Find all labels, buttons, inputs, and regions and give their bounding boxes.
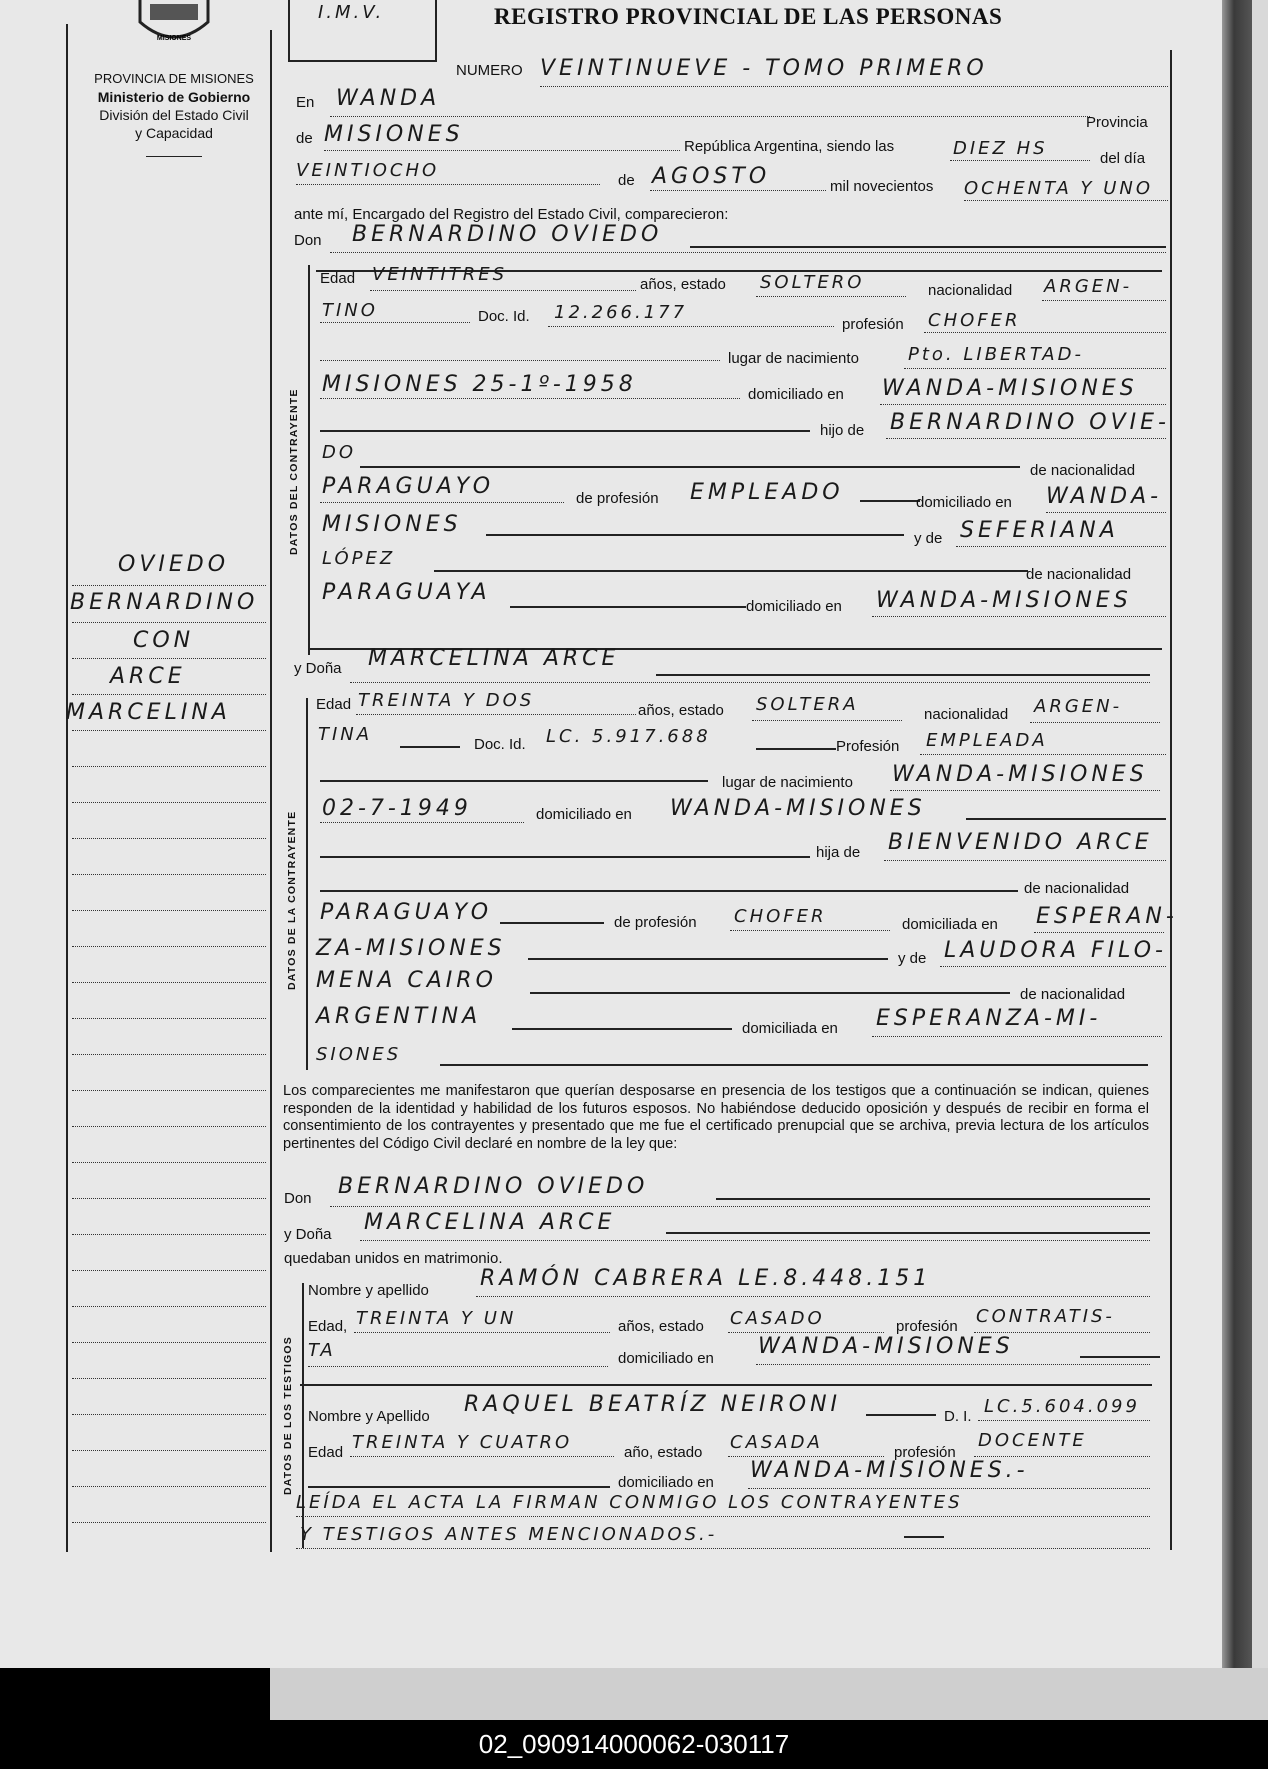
margin-rule bbox=[72, 730, 266, 731]
numero-line bbox=[540, 86, 1168, 87]
bride-padre-prof-line bbox=[730, 930, 890, 931]
groom-lugar-label: lugar de nacimiento bbox=[728, 350, 859, 367]
groom-edad-line bbox=[370, 290, 636, 291]
margin-rule bbox=[72, 1378, 266, 1379]
w2-estado: CASADA bbox=[730, 1432, 823, 1453]
margin-note-surname: OVIEDO bbox=[118, 552, 230, 577]
groom-padre-b: DO bbox=[322, 442, 357, 463]
groom-madre-nac-rule bbox=[510, 606, 746, 608]
bride-madre-line bbox=[940, 966, 1166, 967]
groom-hijo-rule bbox=[320, 430, 810, 432]
groom-de-nac-label: de nacionalidad bbox=[1030, 462, 1136, 479]
w2-nombre: RAQUEL BEATRÍZ NEIRONI bbox=[464, 1392, 842, 1417]
groom-padre-b-rule bbox=[360, 466, 1020, 468]
margin-rule bbox=[72, 1486, 266, 1487]
de-label: de bbox=[296, 130, 313, 147]
closing-line-1: LEÍDA EL ACTA LA FIRMAN CONMIGO LOS CONTRAYENTES bbox=[296, 1492, 963, 1513]
w1-nombre: RAMÓN CABRERA LE.8.448.151 bbox=[480, 1266, 932, 1291]
margin-rule bbox=[72, 1414, 266, 1415]
groom-padre-dom-b-rule bbox=[486, 534, 904, 536]
w2-nombre-rule bbox=[866, 1414, 936, 1416]
scan-footer-id: 02_090914000062-030117 bbox=[0, 1720, 1268, 1769]
closing-line-1-rule bbox=[296, 1516, 1150, 1517]
w1-dom-label: domiciliado en bbox=[618, 1350, 714, 1367]
decl-don: BERNARDINO OVIEDO bbox=[338, 1174, 649, 1199]
don-value: BERNARDINO OVIEDO bbox=[352, 222, 663, 247]
groom-hijo-label: hijo de bbox=[820, 422, 865, 439]
hora-value: DIEZ HS bbox=[953, 138, 1048, 159]
margin-rule bbox=[72, 802, 266, 803]
groom-padre-nac: PARAGUAYO bbox=[322, 474, 495, 499]
bride-nac-a: ARGEN- bbox=[1034, 696, 1123, 717]
republica-label: República Argentina, siendo las bbox=[684, 138, 895, 155]
groom-madre-dom: WANDA-MISIONES bbox=[876, 588, 1132, 613]
groom-madre-dom-line bbox=[872, 616, 1166, 617]
margin-note-bride-surname: ARCE bbox=[110, 664, 186, 689]
scan-border bbox=[0, 1668, 270, 1720]
bride-bottom-rule bbox=[440, 1064, 1148, 1066]
margin-rule bbox=[72, 1522, 266, 1523]
provincia-value: MISIONES bbox=[324, 122, 464, 147]
header-capacity: y Capacidad bbox=[135, 125, 213, 141]
margin-rule bbox=[72, 946, 266, 947]
bride-prof-line bbox=[920, 754, 1166, 755]
margin-rule bbox=[72, 585, 266, 586]
bride-padre-line bbox=[884, 860, 1166, 861]
groom-padre-line bbox=[886, 438, 1166, 439]
margin-rule bbox=[72, 1198, 266, 1199]
groom-nac-b-line bbox=[320, 322, 470, 323]
groom-padre-a: BERNARDINO OVIE- bbox=[890, 410, 1170, 435]
groom-dom-line bbox=[880, 404, 1166, 405]
bride-anios-label: años, estado bbox=[638, 702, 724, 719]
bride-de-prof-label: de profesión bbox=[614, 914, 697, 931]
bride-fecha-line bbox=[320, 822, 524, 823]
w1-prof-b-line bbox=[308, 1366, 608, 1367]
groom-madre-nac-label: de nacionalidad bbox=[1026, 566, 1132, 583]
w2-dom: WANDA-MISIONES.- bbox=[750, 1458, 1029, 1483]
mil-label: mil novecientos bbox=[830, 178, 934, 195]
groom-doc-line bbox=[548, 326, 834, 327]
dia-value: VEINTIOCHO bbox=[296, 160, 440, 181]
ante-mi-text: ante mí, Encargado del Registro del Estado Civil, comparecieron: bbox=[294, 206, 729, 223]
groom-estado-line bbox=[756, 296, 906, 297]
witness-divider bbox=[300, 1384, 1152, 1386]
groom-dom-label: domiciliado en bbox=[748, 386, 844, 403]
don-label: Don bbox=[294, 232, 322, 249]
header-province: PROVINCIA DE MISIONES bbox=[94, 71, 254, 86]
margin-rule bbox=[72, 766, 266, 767]
anio-value: OCHENTA Y UNO bbox=[964, 178, 1154, 199]
bride-madre-dom-label: domiciliada en bbox=[742, 1020, 838, 1037]
w2-prof: DOCENTE bbox=[978, 1430, 1087, 1451]
groom-lugar-b: MISIONES 25-1º-1958 bbox=[322, 372, 637, 397]
numero-label: NUMERO bbox=[456, 62, 523, 79]
w2-prof-line bbox=[974, 1456, 1150, 1457]
header-rule bbox=[146, 156, 202, 157]
bride-padre-prof: CHOFER bbox=[734, 906, 827, 927]
w1-prof-line bbox=[974, 1332, 1150, 1333]
bride-dom: WANDA-MISIONES bbox=[670, 796, 926, 821]
right-border bbox=[1170, 50, 1172, 1550]
bride-nac-line bbox=[1030, 722, 1160, 723]
seal-text: MISIONES bbox=[156, 35, 192, 42]
margin-rule bbox=[72, 1342, 266, 1343]
bride-prof-label: Profesión bbox=[836, 738, 900, 755]
numero-value: VEINTINUEVE - TOMO PRIMERO bbox=[540, 56, 988, 81]
groom-blank-line bbox=[320, 360, 720, 361]
w1-estado: CASADO bbox=[730, 1308, 825, 1329]
groom-bracket bbox=[308, 265, 310, 655]
decl-unidos: quedaban unidos en matrimonio. bbox=[284, 1250, 503, 1267]
bride-nac-label: nacionalidad bbox=[924, 706, 1009, 723]
don-line bbox=[690, 246, 1166, 248]
en-label: En bbox=[296, 94, 315, 111]
margin-note-name: BERNARDINO bbox=[70, 590, 259, 615]
hora-line bbox=[950, 160, 1090, 161]
margin-rule bbox=[72, 1018, 266, 1019]
margin-rule bbox=[72, 1054, 266, 1055]
w1-edad-label: Edad, bbox=[308, 1318, 348, 1335]
groom-madre-b-rule bbox=[434, 570, 1028, 572]
groom-section-label: DATOS DEL CONTRAYENTE bbox=[288, 388, 300, 555]
groom-lugar-a: Pto. LIBERTAD- bbox=[908, 344, 1084, 365]
book-spine bbox=[1222, 0, 1252, 1668]
w1-prof-a: CONTRATIS- bbox=[976, 1306, 1115, 1327]
de-mes-label: de bbox=[618, 172, 635, 189]
bride-madre-dom-a: ESPERANZA-MI- bbox=[876, 1006, 1102, 1031]
w2-estado-line bbox=[728, 1456, 884, 1457]
don-dots bbox=[330, 252, 1166, 253]
mes-value: AGOSTO bbox=[652, 164, 771, 189]
groom-edad-label: Edad bbox=[320, 270, 356, 287]
decl-dona-label: y Doña bbox=[284, 1226, 332, 1243]
w1-dom-rule bbox=[1080, 1356, 1160, 1358]
w2-di: LC.5.604.099 bbox=[984, 1396, 1140, 1417]
groom-nac-label: nacionalidad bbox=[928, 282, 1013, 299]
margin-rule bbox=[72, 1090, 266, 1091]
groom-prof: CHOFER bbox=[928, 310, 1021, 331]
margin-rule bbox=[72, 1126, 266, 1127]
bride-padre: BIENVENIDO ARCE bbox=[888, 830, 1153, 855]
groom-doc: 12.266.177 bbox=[554, 302, 688, 323]
left-column-border bbox=[66, 24, 68, 1552]
groom-y-de-label: y de bbox=[914, 530, 943, 547]
groom-dom: WANDA-MISIONES bbox=[882, 376, 1138, 401]
margin-rule bbox=[72, 1450, 266, 1451]
groom-padre-dom-label: domiciliado en bbox=[916, 494, 1012, 511]
margin-rule bbox=[72, 622, 266, 623]
w2-di-line bbox=[978, 1420, 1150, 1421]
bride-nombre-rule bbox=[656, 674, 1150, 676]
groom-nac-a: ARGEN- bbox=[1044, 276, 1133, 297]
page-shadow bbox=[270, 1668, 1268, 1720]
groom-nac-line bbox=[1042, 300, 1166, 301]
bride-nac-b-rule bbox=[400, 746, 460, 748]
groom-prof-line bbox=[924, 332, 1166, 333]
bride-nombre: MARCELINA ARCE bbox=[368, 646, 620, 671]
w2-dom-line bbox=[748, 1488, 1150, 1489]
bride-madre-dom-b: SIONES bbox=[316, 1044, 402, 1065]
groom-madre-nac: PARAGUAYA bbox=[322, 580, 491, 605]
bride-estado-line bbox=[752, 720, 902, 721]
groom-lugar-line bbox=[904, 368, 1166, 369]
margin-rule bbox=[72, 658, 266, 659]
bride-padre-nac-rule bbox=[500, 922, 604, 924]
w2-prof-label: profesión bbox=[894, 1444, 956, 1461]
w2-blank-rule bbox=[308, 1486, 610, 1488]
bride-hija-rule bbox=[320, 856, 810, 858]
groom-estado: SOLTERO bbox=[760, 272, 865, 293]
bride-padre-dom-b-rule bbox=[528, 958, 888, 960]
bride-doc: LC. 5.917.688 bbox=[546, 726, 711, 747]
en-line bbox=[330, 116, 1090, 117]
bride-y-de-label: y de bbox=[898, 950, 927, 967]
decl-dona: MARCELINA ARCE bbox=[364, 1210, 616, 1235]
margin-rule bbox=[72, 694, 266, 695]
del-dia-label: del día bbox=[1100, 150, 1146, 167]
w2-di-label: D. I. bbox=[944, 1408, 972, 1425]
decl-don-dots bbox=[330, 1206, 1150, 1207]
groom-madre-line bbox=[956, 546, 1166, 547]
groom-padre-dom-line bbox=[1046, 512, 1166, 513]
bride-padre-b-rule bbox=[320, 890, 1018, 892]
bride-nac-b: TINA bbox=[318, 724, 373, 745]
header-left bbox=[70, 70, 278, 157]
groom-padre-dom-a: WANDA- bbox=[1046, 484, 1163, 509]
groom-padre-dom-b: MISIONES bbox=[322, 512, 462, 537]
groom-de-prof-label: de profesión bbox=[576, 490, 659, 507]
bride-nombre-dots bbox=[350, 682, 1150, 683]
w1-edad: TREINTA Y UN bbox=[356, 1308, 517, 1329]
decl-don-label: Don bbox=[284, 1190, 312, 1207]
margin-rule bbox=[72, 1234, 266, 1235]
margin-rule bbox=[72, 1162, 266, 1163]
w1-nombre-line bbox=[476, 1296, 1150, 1297]
office-code: I.M.V. bbox=[318, 2, 385, 23]
groom-padre-prof: EMPLEADO bbox=[690, 480, 844, 505]
decl-dona-rule bbox=[666, 1232, 1150, 1234]
w1-edad-line bbox=[354, 1332, 610, 1333]
margin-note-con: CON bbox=[133, 628, 195, 653]
w2-dom-label: domiciliado en bbox=[618, 1474, 714, 1491]
bride-madre-a: LAUDORA FILO- bbox=[944, 938, 1167, 963]
margin-note-bride-name: MARCELINA bbox=[66, 700, 231, 725]
groom-prof-label: profesión bbox=[842, 316, 904, 333]
province-seal-icon bbox=[136, 0, 212, 48]
groom-madre-b: LÓPEZ bbox=[322, 548, 396, 569]
w2-edad-label: Edad bbox=[308, 1444, 344, 1461]
w2-nombre-label: Nombre y Apellido bbox=[308, 1408, 430, 1425]
bride-section-label: DATOS DE LA CONTRAYENTE bbox=[286, 810, 298, 990]
bride-doc-rule bbox=[756, 748, 836, 750]
bride-padre-nac: PARAGUAYO bbox=[320, 900, 493, 925]
margin-rule bbox=[72, 982, 266, 983]
decl-dona-dots bbox=[360, 1240, 1150, 1241]
w1-anios-label: años, estado bbox=[618, 1318, 704, 1335]
bride-padre-dom-label: domiciliada en bbox=[902, 916, 998, 933]
w1-dom: WANDA-MISIONES bbox=[758, 1334, 1014, 1359]
w2-edad-line bbox=[350, 1456, 614, 1457]
bride-madre-nac: ARGENTINA bbox=[316, 1004, 482, 1029]
bride-madre-nac-label: de nacionalidad bbox=[1020, 986, 1126, 1003]
groom-nac-b: TINO bbox=[322, 300, 378, 321]
witness-section-label: DATOS DE LOS TESTIGOS bbox=[282, 1336, 294, 1495]
w2-edad: TREINTA Y CUATRO bbox=[352, 1432, 573, 1453]
bride-madre-dom-line bbox=[872, 1036, 1162, 1037]
bride-blank-rule bbox=[320, 780, 708, 782]
groom-lugar-b-line bbox=[320, 398, 740, 399]
groom-madre-a: SEFERIANA bbox=[960, 518, 1119, 543]
w1-prof-label: profesión bbox=[896, 1318, 958, 1335]
bride-lugar-label: lugar de nacimiento bbox=[722, 774, 853, 791]
provincia-label: Provincia bbox=[1086, 114, 1148, 131]
closing-line-2-rule bbox=[296, 1548, 1150, 1549]
bride-edad: TREINTA Y DOS bbox=[358, 690, 535, 711]
margin-rule bbox=[72, 1270, 266, 1271]
office-code-box bbox=[288, 0, 437, 62]
bride-prof: EMPLEADA bbox=[926, 730, 1048, 751]
groom-doc-label: Doc. Id. bbox=[478, 308, 530, 325]
mes-line bbox=[650, 190, 826, 191]
bride-bracket bbox=[306, 698, 308, 1070]
anio-line bbox=[964, 200, 1168, 201]
margin-rule bbox=[72, 910, 266, 911]
w1-dom-line bbox=[756, 1364, 1150, 1365]
groom-edad: VEINTITRES bbox=[372, 264, 508, 285]
bride-madre-b: MENA CAIRO bbox=[316, 968, 497, 993]
bride-fecha-nac: 02-7-1949 bbox=[322, 796, 472, 821]
header-ministry: Ministerio de Gobierno bbox=[97, 89, 251, 105]
w1-nombre-label: Nombre y apellido bbox=[308, 1282, 429, 1299]
groom-anios-label: años, estado bbox=[640, 276, 726, 293]
declaration-text: Los comparecientes me manifestaron que querían desposarse en presencia de los testigos que a continuación se indican, quienes responden de la identidad y habilidad de los futuros esposos. No habiéndose deducido oposición y después de recibir en forma el consentimiento de los contrayentes y presentado que me fue el certificado prenupcial que se archiva, previa lectura de los artículos pertinentes del Código Civil declaré en nombre de la ley que: bbox=[283, 1083, 1149, 1152]
groom-padre-prof-rule bbox=[860, 500, 920, 502]
groom-madre-dom-label: domiciliado en bbox=[746, 598, 842, 615]
page-title: REGISTRO PROVINCIAL DE LAS PERSONAS bbox=[494, 4, 1003, 29]
margin-rule bbox=[72, 1306, 266, 1307]
bride-hija-label: hija de bbox=[816, 844, 861, 861]
bride-dom-rule bbox=[966, 818, 1166, 820]
w1-estado-line bbox=[728, 1332, 884, 1333]
provincia-line bbox=[324, 150, 680, 151]
bride-madre-b-rule bbox=[530, 992, 1010, 994]
bride-estado: SOLTERA bbox=[756, 694, 859, 715]
w1-prof-b: TA bbox=[308, 1340, 336, 1361]
bride-padre-dom-line bbox=[1034, 932, 1164, 933]
bride-lugar-line bbox=[890, 790, 1160, 791]
bride-padre-dom-a: ESPERAN- bbox=[1036, 904, 1178, 929]
bride-de-nac-label: de nacionalidad bbox=[1024, 880, 1130, 897]
bride-padre-dom-b: ZA-MISIONES bbox=[316, 936, 506, 961]
bride-madre-nac-rule bbox=[512, 1028, 732, 1030]
w2-anio-label: año, estado bbox=[624, 1444, 703, 1461]
bride-lugar: WANDA-MISIONES bbox=[892, 762, 1148, 787]
bride-dona-label: y Doña bbox=[294, 660, 342, 677]
groom-padre-nac-line bbox=[320, 502, 564, 503]
closing-line-2: Y TESTIGOS ANTES MENCIONADOS.- bbox=[300, 1524, 718, 1545]
bride-dom-label: domiciliado en bbox=[536, 806, 632, 823]
en-value: WANDA bbox=[336, 86, 441, 111]
margin-rule bbox=[72, 874, 266, 875]
margin-rule bbox=[72, 838, 266, 839]
margin-divider bbox=[270, 30, 272, 1552]
header-division: División del Estado Civil bbox=[99, 107, 249, 123]
closing-dash bbox=[904, 1536, 944, 1538]
bride-doc-label: Doc. Id. bbox=[474, 736, 526, 753]
decl-don-rule bbox=[716, 1198, 1150, 1200]
bride-edad-label: Edad bbox=[316, 696, 352, 713]
bride-edad-line bbox=[356, 714, 636, 715]
dia-line bbox=[296, 184, 600, 185]
